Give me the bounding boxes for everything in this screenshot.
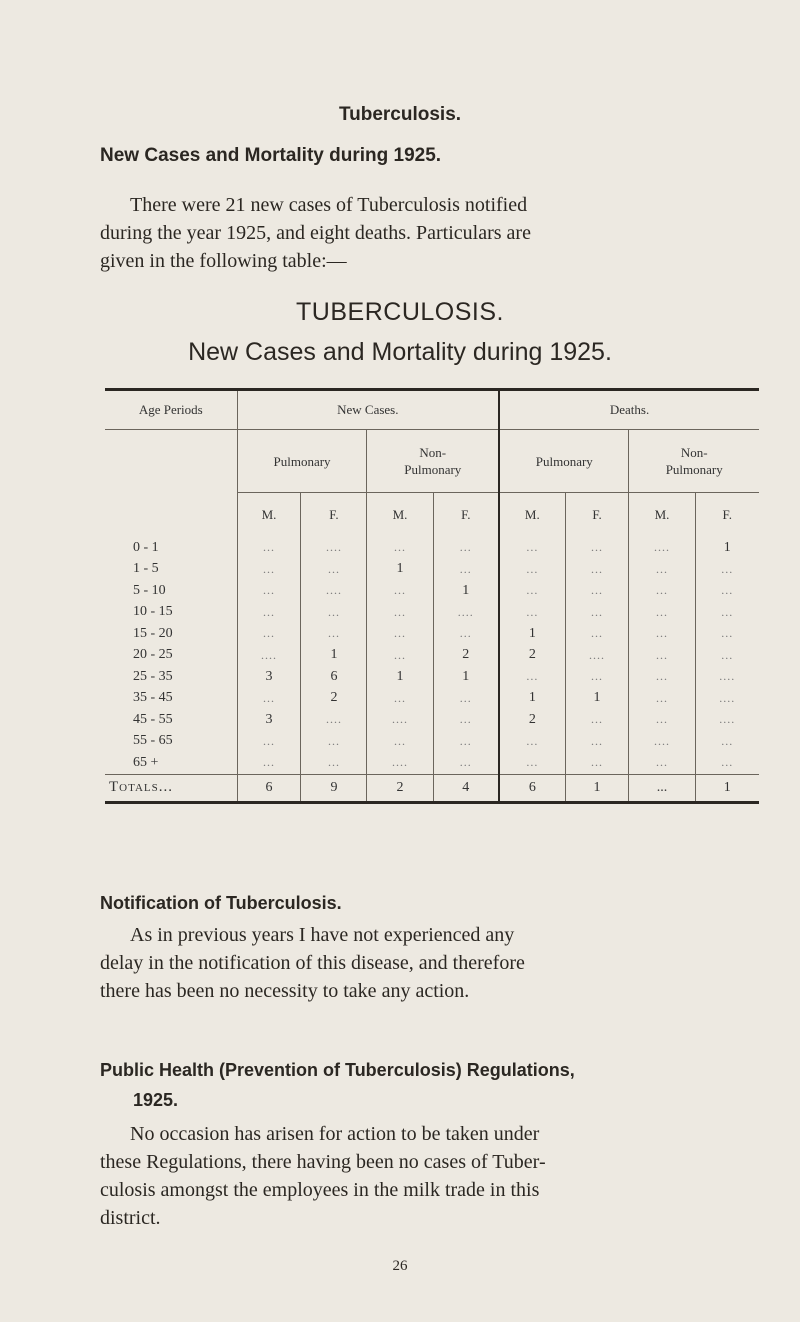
value-cell: ...: [695, 580, 759, 602]
sex-f: F.: [433, 493, 499, 538]
notification-line: there has been no necessity to take any action.: [100, 980, 470, 1002]
value-cell: ....: [367, 709, 433, 731]
value-cell: ...: [695, 731, 759, 753]
deaths-non-pulmonary-header: Non- Pulmonary: [629, 430, 759, 493]
value-cell: ...: [433, 688, 499, 710]
sex-f: F.: [565, 493, 629, 538]
notification-line: delay in the notification of this disease, and therefore: [100, 952, 525, 974]
value-cell: ...: [565, 537, 629, 559]
value-cell: ...: [499, 559, 565, 581]
table-row: [105, 666, 759, 688]
value-cell: ...: [433, 537, 499, 559]
new-non-pulmonary-header: Non- Pulmonary: [367, 430, 499, 493]
value-cell: ...: [367, 731, 433, 753]
table-body: [105, 537, 759, 774]
total-cell: 1: [565, 774, 629, 802]
value-cell: ...: [629, 559, 695, 581]
value-cell: ...: [499, 752, 565, 774]
value-cell: ....: [629, 731, 695, 753]
value-cell: ...: [237, 752, 301, 774]
regulations-line: these Regulations, there having been no cases of Tuber-: [100, 1151, 546, 1173]
value-cell: ...: [499, 666, 565, 688]
value-cell: 2: [433, 645, 499, 667]
value-cell: ...: [237, 731, 301, 753]
total-cell: 4: [433, 774, 499, 802]
table-row: [105, 623, 759, 645]
value-cell: ...: [565, 709, 629, 731]
age-period-cell: 15 - 20: [133, 625, 173, 641]
header-row-groups: [105, 390, 759, 430]
new-cases-header: New Cases.: [237, 390, 499, 430]
value-cell: 3: [237, 709, 301, 731]
value-cell: ...: [695, 752, 759, 774]
sex-m: M.: [367, 493, 433, 538]
deaths-pulmonary-header: Pulmonary: [499, 430, 629, 493]
table-row: [105, 645, 759, 667]
value-cell: ...: [433, 623, 499, 645]
value-cell: ...: [367, 688, 433, 710]
value-cell: 1: [565, 688, 629, 710]
value-cell: 1: [367, 666, 433, 688]
age-period-cell: 10 - 15: [133, 604, 173, 620]
value-cell: ...: [629, 688, 695, 710]
value-cell: ...: [433, 559, 499, 581]
value-cell: 2: [301, 688, 367, 710]
value-cell: ...: [629, 580, 695, 602]
age-period-cell: 20 - 25: [133, 647, 173, 663]
value-cell: ...: [695, 645, 759, 667]
value-cell: ...: [301, 731, 367, 753]
value-cell: ...: [367, 645, 433, 667]
regulations-paragraph: [100, 1120, 730, 1232]
value-cell: ....: [433, 602, 499, 624]
age-period-cell: 0 - 1: [133, 539, 159, 555]
table-row: [105, 752, 759, 774]
value-cell: 1: [499, 623, 565, 645]
table-row: [105, 580, 759, 602]
table-row: [105, 559, 759, 581]
value-cell: ...: [629, 752, 695, 774]
value-cell: 1: [433, 666, 499, 688]
table-row: [105, 602, 759, 624]
value-cell: ....: [367, 752, 433, 774]
value-cell: ...: [629, 602, 695, 624]
value-cell: 2: [499, 709, 565, 731]
table-subtitle: New Cases and Mortality during 1925.: [188, 338, 612, 366]
age-period-cell: 55 - 65: [133, 733, 173, 749]
deaths-header: Deaths.: [499, 390, 759, 430]
value-cell: ...: [629, 645, 695, 667]
value-cell: ...: [301, 602, 367, 624]
table-row: [105, 537, 759, 559]
value-cell: ...: [695, 559, 759, 581]
value-cell: ...: [629, 666, 695, 688]
regulations-line: culosis amongst the employees in the milk trade in this: [100, 1179, 540, 1201]
value-cell: ...: [237, 688, 301, 710]
value-cell: 1: [301, 645, 367, 667]
age-period-cell: 45 - 55: [133, 711, 173, 727]
total-cell: 6: [499, 774, 565, 802]
value-cell: 1: [695, 537, 759, 559]
value-cell: 2: [499, 645, 565, 667]
table-row: [105, 688, 759, 710]
intro-paragraph: [100, 191, 730, 275]
value-cell: ...: [565, 752, 629, 774]
value-cell: ....: [695, 666, 759, 688]
notification-heading: Notification of Tuberculosis.: [100, 893, 342, 913]
value-cell: ...: [367, 623, 433, 645]
notification-line: As in previous years I have not experienced any: [130, 924, 515, 946]
value-cell: ...: [237, 623, 301, 645]
age-period-cell: 65 +: [133, 754, 159, 770]
age-period-cell: 35 - 45: [133, 690, 173, 706]
value-cell: ....: [301, 709, 367, 731]
value-cell: ...: [301, 623, 367, 645]
value-cell: ...: [565, 623, 629, 645]
age-header-spacer: [105, 430, 237, 493]
regulations-line: district.: [100, 1207, 161, 1229]
value-cell: ...: [499, 580, 565, 602]
notification-paragraph: [100, 921, 730, 1005]
age-header-spacer: [105, 493, 237, 538]
table-row: [105, 731, 759, 753]
value-cell: 6: [301, 666, 367, 688]
totals-row: [105, 774, 759, 802]
value-cell: ...: [565, 731, 629, 753]
value-cell: ...: [499, 537, 565, 559]
header-row-sex: [105, 493, 759, 538]
sex-m: M.: [237, 493, 301, 538]
section-heading: Tuberculosis.: [338, 104, 462, 125]
value-cell: ...: [695, 623, 759, 645]
value-cell: ...: [565, 666, 629, 688]
subheading: New Cases and Mortality during 1925.: [100, 145, 442, 166]
total-cell: ...: [629, 774, 695, 802]
value-cell: 3: [237, 666, 301, 688]
intro-line: There were 21 new cases of Tuberculosis notified: [130, 194, 528, 216]
age-period-cell: 5 - 10: [133, 582, 166, 598]
intro-line: during the year 1925, and eight deaths. Particulars are: [100, 222, 531, 244]
value-cell: ...: [433, 709, 499, 731]
regulations-line: No occasion has arisen for action to be taken under: [130, 1123, 540, 1145]
value-cell: ...: [237, 580, 301, 602]
sex-f: F.: [695, 493, 759, 538]
value-cell: ...: [301, 559, 367, 581]
value-cell: ...: [237, 602, 301, 624]
value-cell: ...: [499, 731, 565, 753]
value-cell: ....: [301, 537, 367, 559]
value-cell: ....: [695, 709, 759, 731]
value-cell: ...: [301, 752, 367, 774]
page-number: 26: [392, 1258, 408, 1274]
value-cell: ...: [629, 623, 695, 645]
value-cell: ....: [237, 645, 301, 667]
header-row-types: [105, 430, 759, 493]
value-cell: 1: [367, 559, 433, 581]
value-cell: ...: [565, 602, 629, 624]
total-cell: 2: [367, 774, 433, 802]
value-cell: ....: [565, 645, 629, 667]
value-cell: ....: [301, 580, 367, 602]
value-cell: ....: [629, 537, 695, 559]
sex-f: F.: [301, 493, 367, 538]
age-period-cell: 1 - 5: [133, 561, 159, 577]
value-cell: ...: [565, 580, 629, 602]
sex-m: M.: [629, 493, 695, 538]
total-cell: 1: [695, 774, 759, 802]
tuberculosis-table: [105, 388, 759, 804]
value-cell: ....: [695, 688, 759, 710]
value-cell: 1: [433, 580, 499, 602]
value-cell: 1: [499, 688, 565, 710]
age-periods-header: Age Periods: [105, 390, 237, 430]
value-cell: ...: [565, 559, 629, 581]
new-pulmonary-header: Pulmonary: [237, 430, 367, 493]
value-cell: ...: [367, 580, 433, 602]
value-cell: ...: [367, 537, 433, 559]
totals-label: Totals...: [105, 774, 237, 802]
value-cell: ...: [237, 559, 301, 581]
value-cell: ...: [433, 752, 499, 774]
value-cell: ...: [695, 602, 759, 624]
regulations-heading-line: 1925.: [133, 1090, 179, 1110]
value-cell: ...: [237, 537, 301, 559]
value-cell: ...: [499, 602, 565, 624]
intro-line: given in the following table:—: [100, 250, 347, 272]
value-cell: ...: [367, 602, 433, 624]
age-period-cell: 25 - 35: [133, 668, 173, 684]
value-cell: ...: [629, 709, 695, 731]
total-cell: 6: [237, 774, 301, 802]
total-cell: 9: [301, 774, 367, 802]
sex-m: M.: [499, 493, 565, 538]
table-row: [105, 709, 759, 731]
regulations-heading-line: Public Health (Prevention of Tuberculosis) Regulations,: [100, 1060, 575, 1080]
regulations-heading: [100, 1055, 575, 1115]
table-title: TUBERCULOSIS.: [296, 298, 504, 326]
value-cell: ...: [433, 731, 499, 753]
